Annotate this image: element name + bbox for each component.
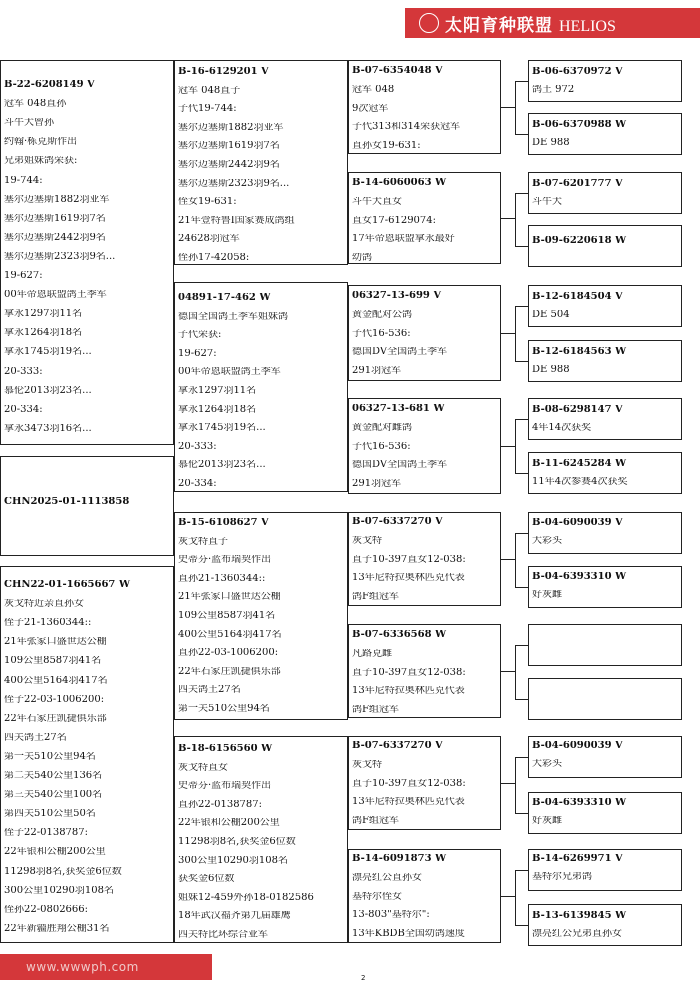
- pedigree-box-g5: [528, 285, 682, 327]
- pedigree-box-g8: [528, 452, 682, 494]
- connector-line: [515, 757, 516, 813]
- pedigree-line: 291羽冠军: [352, 479, 402, 490]
- pedigree-ring-number: B-11-6245284 W: [532, 459, 627, 469]
- pedigree-ring-number: 04891-17-462 W: [178, 293, 271, 303]
- pedigree-line: 黄金配对公鸽: [352, 309, 412, 320]
- pedigree-line: 好灰雌: [532, 590, 562, 601]
- pedigree-box-ddd: [348, 849, 501, 943]
- pedigree-ring-number: B-15-6108627 V: [178, 518, 269, 528]
- connector-line: [515, 925, 528, 926]
- pedigree-line: DE 988: [532, 365, 570, 376]
- connector-line: [515, 419, 516, 473]
- pedigree-line: 凡路克雌: [352, 648, 392, 659]
- pedigree-line: 德国DV全国鸽王季军: [352, 460, 448, 471]
- pedigree-line: 第一关510公里94名: [178, 704, 270, 714]
- pedigree-box-g4: [528, 225, 682, 267]
- pedigree-line: 四关鸽王27名: [178, 685, 241, 696]
- pedigree-line: 子代16-536:: [352, 328, 411, 339]
- connector-line: [515, 533, 528, 534]
- pedigree-line: 子代313和314荣获冠军: [352, 122, 461, 133]
- pedigree-line: 子代19-744:: [178, 104, 237, 115]
- pedigree-box-sdd: [348, 398, 501, 494]
- connector-line: [501, 218, 515, 219]
- connector-line: [515, 645, 516, 699]
- pedigree-ring-number: B-07-6336568 W: [352, 630, 447, 640]
- pedigree-box-g15: [528, 849, 682, 891]
- pedigree-line: 德国全国鸽王季军姐妹鸽: [178, 311, 288, 322]
- connector-line: [501, 896, 515, 897]
- pedigree-line: 鸽F组冠军: [352, 705, 399, 716]
- pedigree-ring-number: B-18-6156560 W: [178, 744, 273, 754]
- pedigree-line: 基特尔侄女: [352, 891, 402, 902]
- pedigree-box-ring: [0, 456, 174, 556]
- pedigree-line: 灰戈特: [352, 535, 382, 546]
- pedigree-line: 21年张家口盛世达公棚: [178, 592, 281, 603]
- pedigree-line: 13年尼特拉奥林匹克代表: [352, 797, 465, 808]
- pedigree-line: 灰戈特直子: [178, 536, 228, 547]
- pedigree-ring-number: B-04-6090039 V: [532, 741, 623, 751]
- pedigree-line: 大彩头: [532, 759, 562, 770]
- connector-line: [501, 559, 515, 560]
- pedigree-line: 侄子22-0138787:: [4, 828, 89, 839]
- pedigree-ring-number: B-08-6298147 V: [532, 405, 623, 415]
- pedigree-line: 斗牛犬: [532, 197, 562, 208]
- pedigree-line: 塞尔迈塞斯2323羽9名...: [4, 251, 116, 262]
- pedigree-line: 291羽冠军: [352, 366, 402, 377]
- pedigree-line: 22年石家庄凯捷俱乐部: [178, 666, 281, 677]
- pedigree-ring-number: B-07-6354048 V: [352, 66, 443, 76]
- pedigree-line: 塞尔迈塞斯1882羽亚军: [4, 194, 110, 205]
- pedigree-box-g9: [528, 512, 682, 554]
- pedigree-line: 史蒂芬·蓝布瑞契作出: [178, 555, 272, 566]
- pedigree-line: 21年壹特鲁I国家赛成鸽组: [178, 215, 295, 226]
- pedigree-line: 塞尔迈塞斯2323羽9名...: [178, 178, 290, 189]
- pedigree-line: 拿永1297羽11名: [4, 309, 83, 320]
- pedigree-line: 子代荣获:: [178, 330, 222, 341]
- pedigree-line: 侄孙22-0802666:: [4, 904, 89, 915]
- pedigree-box-sss: [348, 60, 501, 154]
- pedigree-line: 直孙22-0138787:: [178, 799, 263, 810]
- pedigree-box-sds: [348, 285, 501, 381]
- pedigree-box-g7: [528, 398, 682, 440]
- pedigree-line: 侄子22-03-1006200:: [4, 694, 105, 705]
- pedigree-line: 400公里5164羽417名: [178, 629, 282, 640]
- pedigree-ring-number: B-14-6060063 W: [352, 178, 447, 188]
- pedigree-line: 斗牛犬曾孙: [4, 118, 54, 129]
- pedigree-line: 子代16-536:: [352, 441, 411, 452]
- pedigree-ring-number: CHN22-01-1665667 W: [4, 580, 131, 590]
- pedigree-line: 18年武汉福齐第九届雄鹰: [178, 911, 291, 922]
- pedigree-box-g16: [528, 904, 682, 946]
- pedigree-ring-number: B-06-6370988 W: [532, 120, 627, 130]
- connector-line: [515, 473, 528, 474]
- pedigree-line: 拿永3473羽16名...: [4, 423, 92, 434]
- pedigree-line: 22年银和公棚200公里: [178, 818, 280, 829]
- pedigree-line: 德国DV全国鸽王季军: [352, 347, 448, 358]
- pedigree-line: 22年新疆胜翔公棚31名: [4, 923, 110, 934]
- pedigree-line: 20-334:: [178, 479, 217, 489]
- pedigree-line: 塞尔迈塞斯1882羽亚军: [178, 122, 284, 133]
- pedigree-line: 慕伦2013羽23名...: [4, 385, 92, 396]
- pedigree-line: 22年银和公棚200公里: [4, 847, 106, 858]
- pedigree-ring-number: B-12-6184504 V: [532, 292, 623, 302]
- pedigree-ring-number: B-12-6184563 W: [532, 347, 627, 357]
- pedigree-box-dd: [174, 736, 348, 943]
- pedigree-box-g14: [528, 792, 682, 834]
- connector-line: [515, 81, 528, 82]
- connector-line: [515, 813, 528, 814]
- pedigree-line: 拿永1264羽18名: [178, 404, 257, 415]
- pedigree-line: 直子10-397直女12-038:: [352, 667, 466, 678]
- pedigree-ring-number: B-04-6393310 W: [532, 572, 627, 582]
- pedigree-line: 大彩头: [532, 536, 562, 547]
- pedigree-line: 兄弟姐妹鸽荣获:: [4, 156, 78, 167]
- pedigree-ring-number: CHN2025-01-1113858: [4, 497, 130, 507]
- pedigree-line: 直孙22-03-1006200:: [178, 648, 279, 659]
- pedigree-line: 19-627:: [4, 271, 43, 281]
- pedigree-line: 11年4次参赛4次获奖: [532, 477, 628, 488]
- pedigree-line: 直子10-397直女12-038:: [352, 554, 466, 565]
- pedigree-ring-number: B-22-6208149 V: [4, 80, 95, 90]
- pedigree-line: DE 988: [532, 138, 570, 149]
- pedigree-line: 109公里8587羽41名: [4, 656, 102, 667]
- pedigree-line: 拿永1745羽19名...: [4, 347, 92, 358]
- pedigree-line: 漂亮红公兄弟直孙女: [532, 929, 622, 940]
- pedigree-box-g6: [528, 340, 682, 382]
- footer-bar: [0, 954, 212, 980]
- pedigree-box-ss: [174, 60, 348, 265]
- pedigree-line: 鸽王 972: [532, 85, 575, 96]
- pedigree-line: 11298羽8名,获奖金6位数: [4, 866, 122, 877]
- pedigree-line: 侄子21-1360344::: [4, 618, 92, 629]
- pedigree-line: DE 504: [532, 310, 570, 321]
- connector-line: [515, 870, 516, 925]
- pedigree-line: 塞尔迈塞斯2442羽9名: [4, 232, 106, 243]
- pedigree-line: 直子10-397直女12-038:: [352, 778, 466, 789]
- pedigree-line: 4年14次获奖: [532, 423, 592, 434]
- pedigree-line: 慕伦2013羽23名...: [178, 460, 266, 471]
- pedigree-line: 20-334:: [4, 404, 43, 415]
- pedigree-line: 21年张家口盛世达公棚: [4, 637, 107, 648]
- pedigree-ring-number: 06327-13-681 W: [352, 404, 445, 414]
- pedigree-box-ssd: [348, 172, 501, 264]
- pedigree-box-g3: [528, 172, 682, 214]
- pedigree-ring-number: B-06-6370972 V: [532, 67, 623, 77]
- pedigree-ring-number: B-07-6201777 V: [532, 179, 623, 189]
- pedigree-box-sd: [174, 282, 348, 492]
- pedigree-ring-number: B-13-6139845 W: [532, 911, 627, 921]
- pedigree-line: 直孙女19-631:: [352, 141, 421, 152]
- pedigree-ring-number: B-07-6337270 V: [352, 741, 443, 751]
- pedigree-line: 灰戈特直女: [178, 762, 228, 773]
- pedigree-line: 获奖金6位数: [178, 874, 235, 885]
- connector-line: [501, 107, 515, 108]
- page-number: 2: [361, 974, 366, 982]
- pedigree-line: 9次冠军: [352, 103, 389, 114]
- connector-line: [515, 306, 528, 307]
- pedigree-ring-number: B-14-6091873 W: [352, 854, 447, 864]
- helios-logo-icon: [419, 13, 439, 33]
- pedigree-ring-number: B-07-6337270 V: [352, 517, 443, 527]
- pedigree-line: 冠军 048: [352, 84, 395, 95]
- pedigree-line: 11298羽8名,获奖金6位数: [178, 837, 296, 847]
- pedigree-line: 拿永1297羽11名: [178, 386, 257, 396]
- pedigree-box-dam: [0, 566, 174, 943]
- connector-line: [515, 757, 528, 758]
- pedigree-line: 13-803"基特尔":: [352, 910, 430, 921]
- pedigree-line: 姐妹12-459外孙18-0182586: [178, 892, 314, 903]
- pedigree-line: 约翰·栋克斯作出: [4, 137, 78, 148]
- connector-line: [515, 81, 516, 134]
- pedigree-line: 塞尔迈塞斯1619羽7名: [178, 141, 280, 152]
- pedigree-line: 塞尔迈塞斯2442羽9名: [178, 160, 280, 170]
- connector-line: [515, 246, 528, 247]
- pedigree-line: 第一关510公里94名: [4, 751, 96, 762]
- connector-line: [501, 783, 515, 784]
- pedigree-ring-number: 06327-13-699 V: [352, 291, 442, 301]
- pedigree-line: 幼鸽: [352, 253, 372, 264]
- connector-line: [515, 193, 528, 194]
- connector-line: [515, 361, 528, 362]
- connector-line: [515, 533, 516, 587]
- connector-line: [501, 333, 515, 334]
- pedigree-line: 19-627:: [178, 348, 217, 359]
- pedigree-box-dds: [348, 736, 501, 830]
- pedigree-line: 20-333:: [178, 441, 217, 452]
- connector-line: [501, 671, 515, 672]
- pedigree-ring-number: B-09-6220618 W: [532, 236, 627, 246]
- connector-line: [515, 870, 528, 871]
- pedigree-line: 侄孙17-42058:: [178, 253, 250, 263]
- pedigree-ring-number: B-04-6090039 V: [532, 518, 623, 528]
- pedigree-line: 冠军 048直孙: [4, 99, 67, 110]
- pedigree-line: 13年KBDB全国幼鸽速度: [352, 929, 465, 940]
- pedigree-line: 19-744:: [4, 175, 43, 186]
- pedigree-box-dsd: [348, 624, 501, 718]
- pedigree-line: 四关特比环综合亚军: [178, 930, 268, 940]
- pedigree-line: 17年帝恩联盟拿永最好: [352, 234, 455, 245]
- pedigree-ring-number: B-04-6393310 W: [532, 798, 627, 808]
- pedigree-line: 直孙21-1360344::: [178, 573, 266, 584]
- pedigree-line: 13年尼特拉奥林匹克代表: [352, 686, 465, 697]
- connector-line: [515, 419, 528, 420]
- header-title: 太阳育种联盟 HELIOS: [445, 15, 616, 36]
- pedigree-line: 塞尔迈塞斯1619羽7名: [4, 213, 106, 224]
- pedigree-line: 20-333:: [4, 366, 43, 377]
- pedigree-line: 24628羽冠军: [178, 234, 240, 245]
- pedigree-line: 四关鸽王27名: [4, 732, 67, 743]
- pedigree-line: 鸽F组冠军: [352, 816, 399, 827]
- pedigree-line: 基特尔兄弟鸽: [532, 872, 592, 883]
- connector-line: [515, 699, 528, 700]
- pedigree-box-g10: [528, 566, 682, 608]
- pedigree-line: 黄金配对雌鸽: [352, 422, 412, 433]
- connector-line: [515, 306, 516, 361]
- pedigree-line: 拿永1264羽18名: [4, 328, 83, 339]
- pedigree-box-g13: [528, 736, 682, 778]
- pedigree-ring-number: B-16-6129201 V: [178, 67, 269, 77]
- pedigree-line: 300公里10290羽108名: [4, 885, 114, 896]
- pedigree-box-sire: [0, 60, 174, 445]
- connector-line: [515, 193, 516, 246]
- pedigree-box-dss: [348, 512, 501, 606]
- pedigree-line: 史蒂芬·蓝布瑞契作出: [178, 781, 272, 792]
- pedigree-line: 好灰雌: [532, 816, 562, 827]
- pedigree-line: 第四关510公里50名: [4, 809, 96, 820]
- pedigree-line: 第三关540公里100名: [4, 790, 103, 801]
- pedigree-line: 直女17-6129074:: [352, 215, 437, 226]
- pedigree-line: 灰戈特近亲直孙女: [4, 599, 84, 610]
- connector-line: [515, 587, 528, 588]
- connector-line: [515, 134, 528, 135]
- pedigree-line: 00年帝恩联盟鸽王季军: [4, 290, 107, 301]
- pedigree-line: 400公里5164羽417名: [4, 675, 108, 686]
- pedigree-line: 22年石家庄凯捷俱乐部: [4, 713, 107, 724]
- pedigree-line: 13年尼特拉奥林匹克代表: [352, 573, 465, 584]
- footer-url: www.wwwph.com: [26, 960, 139, 974]
- pedigree-line: 漂亮红公直孙女: [352, 872, 422, 883]
- pedigree-line: 冠军 048直子: [178, 85, 241, 96]
- pedigree-line: 斗牛犬直女: [352, 196, 402, 207]
- pedigree-line: 00年帝恩联盟鸽王季军: [178, 367, 281, 378]
- pedigree-line: 拿永1745羽19名...: [178, 423, 266, 434]
- pedigree-line: 109公里8587羽41名: [178, 611, 276, 621]
- header-banner: [405, 8, 700, 38]
- pedigree-box-g2: [528, 113, 682, 155]
- pedigree-box-g1: [528, 60, 682, 102]
- connector-line: [515, 645, 528, 646]
- pedigree-box-g12: [528, 678, 682, 720]
- pedigree-line: 侄女19-631:: [178, 197, 237, 208]
- connector-line: [501, 446, 515, 447]
- pedigree-box-g11: [528, 624, 682, 666]
- pedigree-line: 300公里10290羽108名: [178, 855, 288, 866]
- pedigree-ring-number: B-14-6269971 V: [532, 854, 623, 864]
- pedigree-line: 鸽F组冠军: [352, 592, 399, 603]
- pedigree-box-ds: [174, 512, 348, 720]
- pedigree-line: 灰戈特: [352, 759, 382, 770]
- pedigree-line: 第二关540公里136名: [4, 771, 103, 781]
